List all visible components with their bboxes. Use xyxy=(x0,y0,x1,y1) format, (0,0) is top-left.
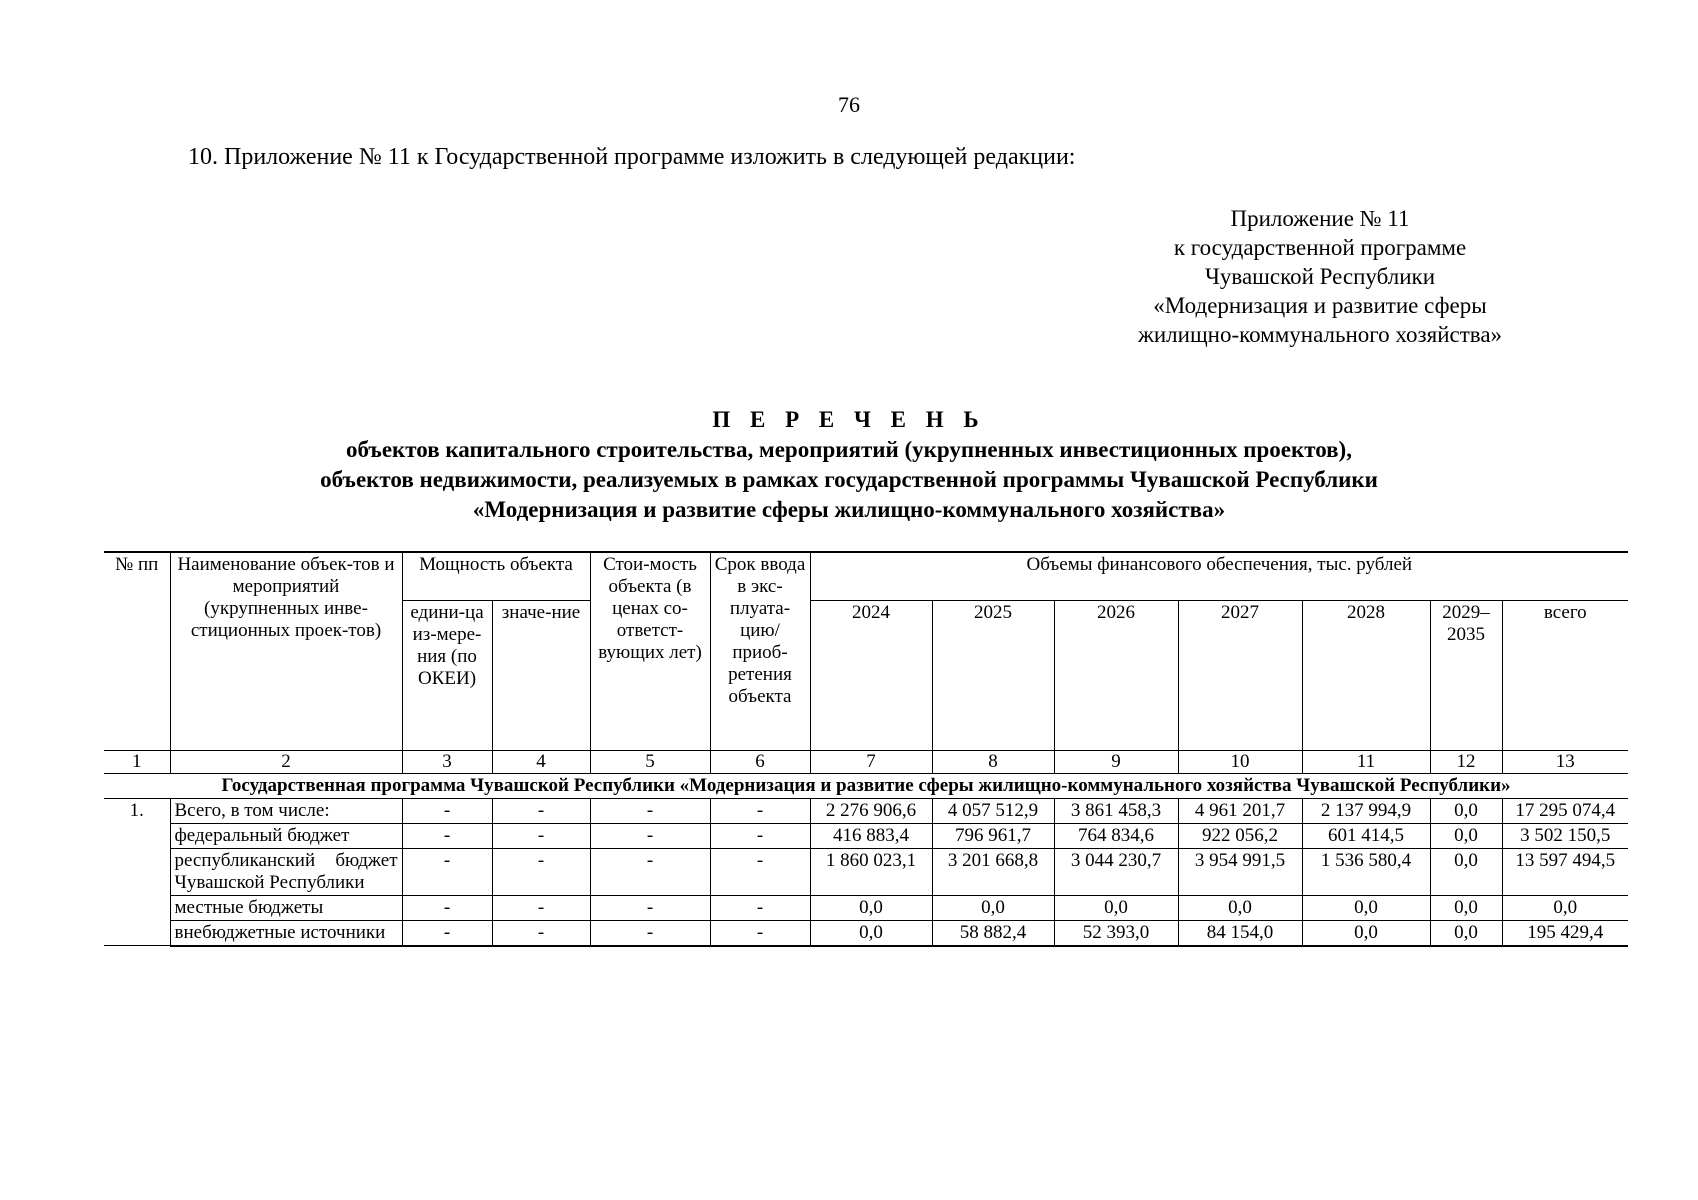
cell-2029-2035: 0,0 xyxy=(1430,848,1502,895)
cell-total: 17 295 074,4 xyxy=(1502,798,1628,823)
cell-term: - xyxy=(710,848,810,895)
row-name: внебюджетные источники xyxy=(170,920,402,946)
heading-line: «Модернизация и развитие сферы жилищно-коммунального хозяйства» xyxy=(472,497,1226,522)
column-number: 3 xyxy=(402,750,492,773)
cell-2027: 922 056,2 xyxy=(1178,823,1302,848)
header-year: 2029–2035 xyxy=(1430,600,1502,750)
cell-2026: 3 044 230,7 xyxy=(1054,848,1178,895)
cell-2026: 764 834,6 xyxy=(1054,823,1178,848)
cell-unit: - xyxy=(402,920,492,946)
column-number: 10 xyxy=(1178,750,1302,773)
cell-2026: 3 861 458,3 xyxy=(1054,798,1178,823)
cell-cost: - xyxy=(590,920,710,946)
cell-2024: 0,0 xyxy=(810,920,932,946)
document-heading xyxy=(0,405,1698,525)
cell-term: - xyxy=(710,920,810,946)
cell-2028: 1 536 580,4 xyxy=(1302,848,1430,895)
table-row xyxy=(104,798,1628,823)
table-row xyxy=(104,848,1628,895)
cell-term: - xyxy=(710,895,810,920)
appendix-line: «Модернизация и развитие сферы xyxy=(1153,293,1487,318)
section-title: Государственная программа Чувашской Республики «Модернизация и развитие сферы жилищно-коммунального хозяйства Чувашской Республики» xyxy=(104,773,1628,798)
column-number: 13 xyxy=(1502,750,1628,773)
heading-line: объектов недвижимости, реализуемых в рамках государственной программы Чувашской Республики xyxy=(320,467,1378,492)
heading-line: объектов капитального строительства, мероприятий (укрупненных инвестиционных проектов), xyxy=(346,437,1352,462)
cell-2025: 3 201 668,8 xyxy=(932,848,1054,895)
table-row xyxy=(104,920,1628,946)
header-year: 2024 xyxy=(810,600,932,750)
cell-2029-2035: 0,0 xyxy=(1430,798,1502,823)
cell-cost: - xyxy=(590,848,710,895)
heading-title: П Е Р Е Ч Е Н Ь xyxy=(712,407,986,432)
cell-2029-2035: 0,0 xyxy=(1430,920,1502,946)
cell-2025: 0,0 xyxy=(932,895,1054,920)
cell-unit: - xyxy=(402,848,492,895)
cell-total: 3 502 150,5 xyxy=(1502,823,1628,848)
header-unit: едини-ца из-мере-ния (по ОКЕИ) xyxy=(402,600,492,750)
header-capacity: Мощность объекта xyxy=(402,552,590,600)
cell-2024: 1 860 023,1 xyxy=(810,848,932,895)
cell-2029-2035: 0,0 xyxy=(1430,895,1502,920)
cell-2027: 3 954 991,5 xyxy=(1178,848,1302,895)
objects-table xyxy=(104,551,1628,947)
header-total: всего xyxy=(1502,600,1628,750)
header-cost: Стои-мость объекта (в ценах со-ответст-вующих лет) xyxy=(590,552,710,750)
cell-cost: - xyxy=(590,798,710,823)
cell-2026: 52 393,0 xyxy=(1054,920,1178,946)
cell-2028: 0,0 xyxy=(1302,920,1430,946)
cell-2024: 0,0 xyxy=(810,895,932,920)
header-year: 2025 xyxy=(932,600,1054,750)
header-value: значе-ние xyxy=(492,600,590,750)
cell-cost: - xyxy=(590,823,710,848)
cell-unit: - xyxy=(402,895,492,920)
row-name: федеральный бюджет xyxy=(170,823,402,848)
cell-2028: 601 414,5 xyxy=(1302,823,1430,848)
header-year: 2027 xyxy=(1178,600,1302,750)
cell-2027: 84 154,0 xyxy=(1178,920,1302,946)
column-number: 4 xyxy=(492,750,590,773)
cell-2026: 0,0 xyxy=(1054,895,1178,920)
cell-cost: - xyxy=(590,895,710,920)
table-row xyxy=(104,895,1628,920)
appendix-caption xyxy=(1100,204,1540,349)
header-num: № пп xyxy=(104,552,170,750)
cell-value: - xyxy=(492,895,590,920)
column-number: 1 xyxy=(104,750,170,773)
column-number: 12 xyxy=(1430,750,1502,773)
cell-term: - xyxy=(710,823,810,848)
cell-2025: 4 057 512,9 xyxy=(932,798,1054,823)
cell-2029-2035: 0,0 xyxy=(1430,823,1502,848)
header-term: Срок ввода в экс-плуата-цию/ приоб-ретения объекта xyxy=(710,552,810,750)
cell-2025: 796 961,7 xyxy=(932,823,1054,848)
column-number: 6 xyxy=(710,750,810,773)
appendix-line: Приложение № 11 xyxy=(1230,206,1410,231)
cell-2025: 58 882,4 xyxy=(932,920,1054,946)
cell-2027: 4 961 201,7 xyxy=(1178,798,1302,823)
header-year: 2028 xyxy=(1302,600,1430,750)
cell-unit: - xyxy=(402,798,492,823)
cell-total: 0,0 xyxy=(1502,895,1628,920)
row-name: республиканский бюджет Чувашской Республики xyxy=(170,848,402,895)
column-number: 9 xyxy=(1054,750,1178,773)
column-number: 11 xyxy=(1302,750,1430,773)
appendix-line: жилищно-коммунального хозяйства» xyxy=(1137,322,1503,347)
column-number: 2 xyxy=(170,750,402,773)
appendix-line: Чувашской Республики xyxy=(1204,264,1436,289)
appendix-line: к государственной программе xyxy=(1173,235,1467,260)
cell-2028: 2 137 994,9 xyxy=(1302,798,1430,823)
row-name: Всего, в том числе: xyxy=(170,798,402,823)
cell-2024: 2 276 906,6 xyxy=(810,798,932,823)
cell-value: - xyxy=(492,823,590,848)
column-number: 5 xyxy=(590,750,710,773)
cell-value: - xyxy=(492,848,590,895)
cell-2027: 0,0 xyxy=(1178,895,1302,920)
table-row xyxy=(104,823,1628,848)
row-number: 1. xyxy=(104,798,170,946)
page-number: 76 xyxy=(838,92,860,117)
header-funding: Объемы финансового обеспечения, тыс. рублей xyxy=(810,552,1628,600)
section-row xyxy=(104,773,1628,798)
column-numbers-row xyxy=(104,750,1628,773)
header-name: Наименование объек-тов и мероприятий (укрупненных инве-стиционных проек-тов) xyxy=(170,552,402,750)
cell-total: 13 597 494,5 xyxy=(1502,848,1628,895)
row-name: местные бюджеты xyxy=(170,895,402,920)
cell-2024: 416 883,4 xyxy=(810,823,932,848)
cell-2028: 0,0 xyxy=(1302,895,1430,920)
cell-value: - xyxy=(492,798,590,823)
cell-value: - xyxy=(492,920,590,946)
column-number: 8 xyxy=(932,750,1054,773)
cell-unit: - xyxy=(402,823,492,848)
intro-paragraph: 10. Приложение № 11 к Государственной программе изложить в следующей редакции: xyxy=(188,144,1076,170)
cell-term: - xyxy=(710,798,810,823)
cell-total: 195 429,4 xyxy=(1502,920,1628,946)
header-year: 2026 xyxy=(1054,600,1178,750)
column-number: 7 xyxy=(810,750,932,773)
